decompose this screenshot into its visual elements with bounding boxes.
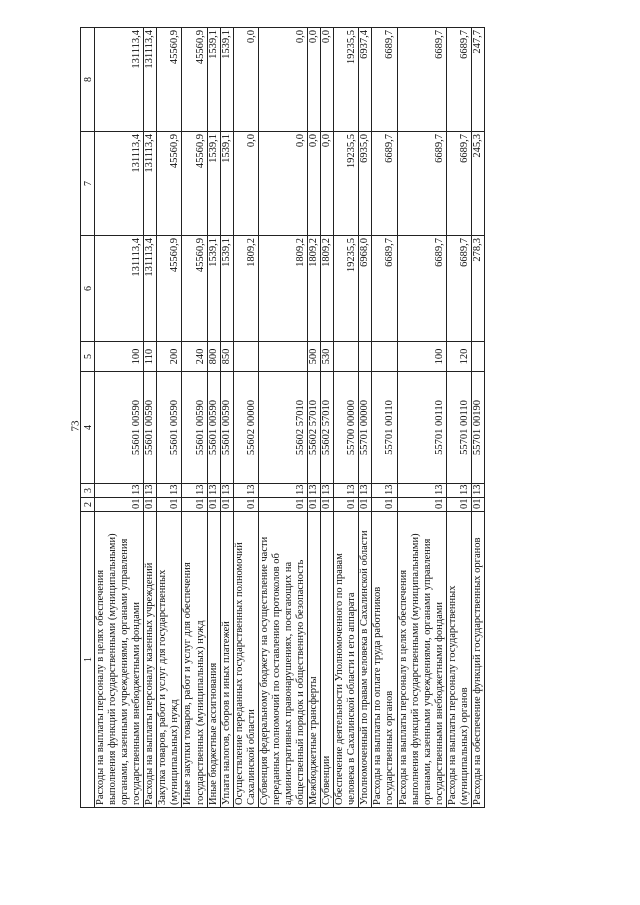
expense-type-code: 500	[308, 342, 321, 372]
column-header-7: 7	[81, 132, 95, 236]
expense-type-code	[233, 342, 258, 372]
target-article-code: 55602 00000	[233, 372, 258, 484]
amount-year-1: 6968,0	[359, 236, 372, 342]
table-row	[157, 28, 182, 808]
target-article-code: 55602 57010	[321, 372, 334, 484]
amount-year-2: 6689,7	[397, 132, 446, 236]
expense-type-code	[359, 342, 372, 372]
subsection-code: 13	[308, 484, 321, 498]
table-row	[182, 28, 207, 808]
amount-year-2: 131113,4	[95, 132, 144, 236]
column-header-2: 2	[81, 498, 95, 512]
amount-year-1: 1539,1	[207, 236, 220, 342]
amount-year-2: 6689,7	[372, 132, 397, 236]
table-row	[471, 28, 484, 808]
section-code: 01	[397, 498, 446, 512]
column-header-8: 8	[81, 28, 95, 132]
amount-year-1: 278,3	[471, 236, 484, 342]
amount-year-2: 6689,7	[446, 132, 471, 236]
section-code: 01	[446, 498, 471, 512]
amount-year-1: 6689,7	[446, 236, 471, 342]
budget-table	[80, 27, 485, 808]
section-code: 01	[359, 498, 372, 512]
section-code: 01	[321, 498, 334, 512]
expense-type-code: 100	[95, 342, 144, 372]
target-article-code: 55701 00110	[372, 372, 397, 484]
target-article-code: 55601 00590	[144, 372, 157, 484]
amount-year-3: 1539,1	[220, 28, 233, 132]
target-article-code: 55601 00590	[220, 372, 233, 484]
section-code: 01	[144, 498, 157, 512]
subsection-code: 13	[359, 484, 372, 498]
subsection-code: 13	[334, 484, 359, 498]
amount-year-1: 1539,1	[220, 236, 233, 342]
expense-type-code: 200	[157, 342, 182, 372]
amount-year-1: 1809,2	[258, 236, 307, 342]
section-code: 01	[471, 498, 484, 512]
subsection-code: 13	[157, 484, 182, 498]
table-row	[359, 28, 372, 808]
column-header-3: 3	[81, 484, 95, 498]
column-header-5: 5	[81, 342, 95, 372]
subsection-code: 13	[372, 484, 397, 498]
subsection-code: 13	[397, 484, 446, 498]
table-row	[397, 28, 446, 808]
row-name: Расходы на выплаты персоналу в целях обеспечения выполнения функций государственными (муниципальными) органами, казенными учреждениями, органами управления государственными внебюджетными фондами	[397, 512, 446, 808]
table-body	[95, 28, 485, 808]
table-row	[144, 28, 157, 808]
table-row	[446, 28, 471, 808]
row-name: Расходы на выплаты персоналу государственных (муниципальных) органов	[446, 512, 471, 808]
amount-year-3: 6937,4	[359, 28, 372, 132]
expense-type-code: 850	[220, 342, 233, 372]
section-code: 01	[207, 498, 220, 512]
header-row	[81, 28, 95, 808]
table-row	[258, 28, 307, 808]
amount-year-3: 1539,1	[207, 28, 220, 132]
amount-year-3: 131113,4	[144, 28, 157, 132]
table-row	[321, 28, 334, 808]
row-name: Уплата налогов, сборов и иных платежей	[220, 512, 233, 808]
target-article-code: 55601 00590	[157, 372, 182, 484]
table-row	[207, 28, 220, 808]
row-name: Межбюджетные трансферты	[308, 512, 321, 808]
page-number: 73	[69, 420, 82, 432]
amount-year-1: 45560,9	[182, 236, 207, 342]
section-code: 01	[372, 498, 397, 512]
amount-year-2: 6935,0	[359, 132, 372, 236]
budget-table-container	[80, 28, 640, 808]
amount-year-1: 6689,7	[397, 236, 446, 342]
table-row	[334, 28, 359, 808]
section-code: 01	[182, 498, 207, 512]
subsection-code: 13	[220, 484, 233, 498]
expense-type-code	[372, 342, 397, 372]
target-article-code: 55601 00590	[207, 372, 220, 484]
amount-year-3: 0,0	[233, 28, 258, 132]
amount-year-2: 45560,9	[157, 132, 182, 236]
table-row	[233, 28, 258, 808]
row-name: Расходы на выплаты персоналу в целях обеспечения выполнения функций государственными (муниципальными) органами, казенными учреждениями, органами управления государственными внебюджетными фондами	[95, 512, 144, 808]
amount-year-2: 0,0	[258, 132, 307, 236]
column-header-4: 4	[81, 372, 95, 484]
subsection-code: 13	[258, 484, 307, 498]
section-code: 01	[157, 498, 182, 512]
row-name: Расходы на обеспечение функций государственных органов	[471, 512, 484, 808]
column-header-6: 6	[81, 236, 95, 342]
row-name: Осуществление переданных государственных полномочий Сахалинской области	[233, 512, 258, 808]
amount-year-3: 247,7	[471, 28, 484, 132]
target-article-code: 55700 00000	[334, 372, 359, 484]
target-article-code: 55701 00000	[359, 372, 372, 484]
target-article-code: 55701 00110	[397, 372, 446, 484]
subsection-code: 13	[95, 484, 144, 498]
amount-year-2: 1539,1	[220, 132, 233, 236]
row-name: Закупка товаров, работ и услуг для государственных (муниципальных) нужд	[157, 512, 182, 808]
subsection-code: 13	[182, 484, 207, 498]
target-article-code: 55701 00190	[471, 372, 484, 484]
amount-year-3: 0,0	[308, 28, 321, 132]
amount-year-2: 0,0	[233, 132, 258, 236]
row-name: Расходы на выплаты персоналу казенных учреждений	[144, 512, 157, 808]
amount-year-3: 19235,5	[334, 28, 359, 132]
amount-year-1: 1809,2	[233, 236, 258, 342]
amount-year-1: 19235,5	[334, 236, 359, 342]
section-code: 01	[233, 498, 258, 512]
amount-year-1: 131113,4	[95, 236, 144, 342]
expense-type-code	[258, 342, 307, 372]
amount-year-2: 19235,5	[334, 132, 359, 236]
target-article-code: 55602 57010	[308, 372, 321, 484]
section-code: 01	[220, 498, 233, 512]
row-name: Уполномоченный по правам человека в Сахалинской области	[359, 512, 372, 808]
section-code: 01	[95, 498, 144, 512]
subsection-code: 13	[321, 484, 334, 498]
section-code: 01	[334, 498, 359, 512]
target-article-code: 55601 00590	[95, 372, 144, 484]
subsection-code: 13	[207, 484, 220, 498]
section-code: 01	[258, 498, 307, 512]
target-article-code: 55601 00590	[182, 372, 207, 484]
table-row	[220, 28, 233, 808]
table-row	[95, 28, 144, 808]
amount-year-3: 45560,9	[157, 28, 182, 132]
expense-type-code: 100	[397, 342, 446, 372]
subsection-code: 13	[446, 484, 471, 498]
target-article-code: 55602 57010	[258, 372, 307, 484]
amount-year-2: 0,0	[308, 132, 321, 236]
amount-year-2: 245,3	[471, 132, 484, 236]
amount-year-3: 6689,7	[397, 28, 446, 132]
amount-year-3: 6689,7	[372, 28, 397, 132]
expense-type-code	[471, 342, 484, 372]
amount-year-1: 45560,9	[157, 236, 182, 342]
row-name: Субвенция федеральному бюджету на осуществление части переданных полномочий по составлению протоколов об административных правонарушениях, посягающих на общественный порядок и общественную безопасность	[258, 512, 307, 808]
amount-year-2: 1539,1	[207, 132, 220, 236]
expense-type-code: 530	[321, 342, 334, 372]
row-name: Субвенции	[321, 512, 334, 808]
amount-year-2: 0,0	[321, 132, 334, 236]
row-name: Расходы на выплаты по оплате труда работников государственных органов	[372, 512, 397, 808]
expense-type-code: 240	[182, 342, 207, 372]
amount-year-3: 45560,9	[182, 28, 207, 132]
subsection-code: 13	[233, 484, 258, 498]
subsection-code: 13	[144, 484, 157, 498]
table-row	[308, 28, 321, 808]
amount-year-1: 6689,7	[372, 236, 397, 342]
row-name: Иные закупки товаров, работ и услуг для обеспечения государственных (муниципальных) нужд	[182, 512, 207, 808]
row-name: Иные бюджетные ассигнования	[207, 512, 220, 808]
amount-year-1: 1809,2	[308, 236, 321, 342]
amount-year-1: 1809,2	[321, 236, 334, 342]
expense-type-code	[334, 342, 359, 372]
expense-type-code: 110	[144, 342, 157, 372]
amount-year-3: 0,0	[258, 28, 307, 132]
target-article-code: 55701 00110	[446, 372, 471, 484]
amount-year-2: 45560,9	[182, 132, 207, 236]
amount-year-3: 131113,4	[95, 28, 144, 132]
amount-year-3: 0,0	[321, 28, 334, 132]
row-name: Обеспечение деятельности Уполномоченного по правам человека в Сахалинской области и его аппарата	[334, 512, 359, 808]
amount-year-1: 131113,4	[144, 236, 157, 342]
expense-type-code: 120	[446, 342, 471, 372]
subsection-code: 13	[471, 484, 484, 498]
column-header-1: 1	[81, 512, 95, 808]
amount-year-3: 6689,7	[446, 28, 471, 132]
section-code: 01	[308, 498, 321, 512]
table-row	[372, 28, 397, 808]
expense-type-code: 800	[207, 342, 220, 372]
amount-year-2: 131113,4	[144, 132, 157, 236]
